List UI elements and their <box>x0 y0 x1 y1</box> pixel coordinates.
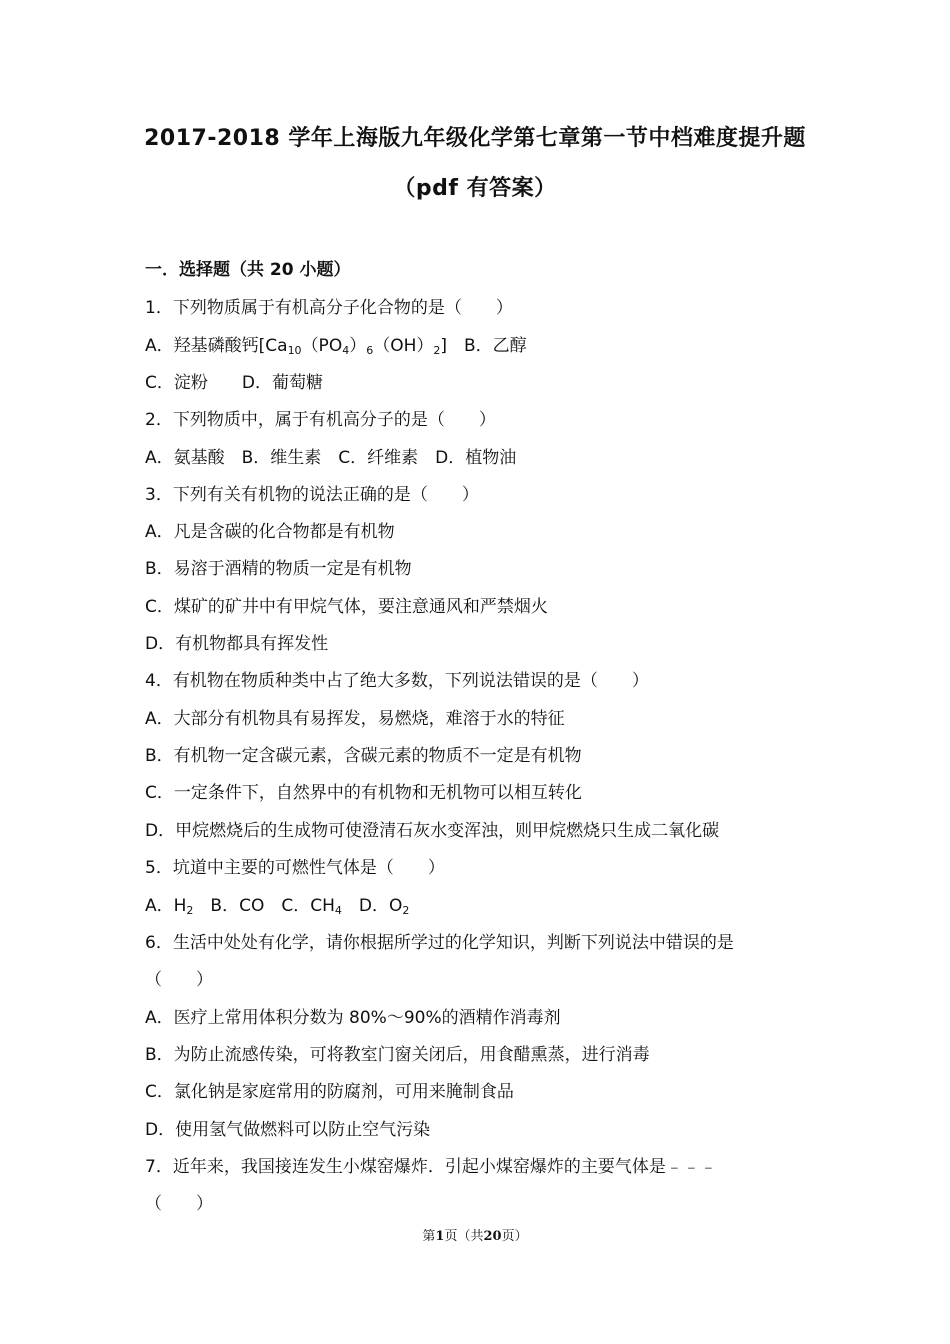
question-6-option-b: B．为防止流感传染，可将教室门窗关闭后，用食醋熏蒸，进行消毒 <box>145 1045 650 1065</box>
q5-option-d-text: D．O <box>341 896 403 916</box>
footer-prefix: 第 <box>422 1229 436 1244</box>
question-7-stem-line-2: （ ） <box>145 1194 213 1214</box>
document-title-line-1: 2017-2018 学年上海版九年级化学第七章第一节中档难度提升题 <box>144 126 806 151</box>
section-heading: 一．选择题（共 20 小题） <box>145 260 351 280</box>
question-3-stem: 3．下列有关有机物的说法正确的是（ ） <box>145 485 479 505</box>
question-3-option-c: C．煤矿的矿井中有甲烷气体，要注意通风和严禁烟火 <box>145 597 548 617</box>
question-4-option-b: B．有机物一定含碳元素，含碳元素的物质不一定是有机物 <box>145 746 582 766</box>
question-3-option-a: A．凡是含碳的化合物都是有机物 <box>145 522 395 542</box>
document-title-line-2: （pdf 有答案） <box>393 176 557 201</box>
question-7-stem-line-1: 7．近年来，我国接连发生小煤窑爆炸．引起小煤窑爆炸的主要气体是﹣﹣﹣ <box>145 1157 717 1177</box>
q5-subscript: 2 <box>186 904 194 917</box>
q1-option-a-text: ） <box>349 336 367 356</box>
question-6-stem-line-2: （ ） <box>145 970 213 990</box>
q1-subscript: 2 <box>433 344 441 357</box>
question-1-stem: 1．下列物质属于有机高分子化合物的是（ ） <box>145 298 513 318</box>
q1-subscript: 10 <box>287 344 302 357</box>
question-4-option-a: A．大部分有机物具有易挥发，易燃烧，难溶于水的特征 <box>145 709 565 729</box>
footer-page-number: 1 <box>435 1229 445 1244</box>
question-6-option-c: C．氯化钠是家庭常用的防腐剂，可用来腌制食品 <box>145 1082 514 1102</box>
q5-subscript: 4 <box>334 904 342 917</box>
question-6-option-d: D．使用氢气做燃料可以防止空气污染 <box>145 1120 431 1140</box>
question-6-stem-line-1: 6．生活中处处有化学，请你根据所学过的化学知识，判断下列说法中错误的是 <box>145 933 734 953</box>
question-5-options <box>145 894 409 918</box>
q1-subscript: 4 <box>342 344 350 357</box>
q1-option-b-text: ] B．乙醇 <box>440 336 527 356</box>
question-2-options: A．氨基酸 B．维生素 C．纤维素 D．植物油 <box>145 448 517 468</box>
question-2-stem: 2．下列物质中，属于有机高分子的是（ ） <box>145 410 496 430</box>
q1-subscript: 6 <box>366 344 374 357</box>
q5-subscript: 2 <box>402 904 410 917</box>
question-4-option-d: D．甲烷燃烧后的生成物可使澄清石灰水变浑浊，则甲烷燃烧只生成二氧化碳 <box>145 821 720 841</box>
footer-total-pages: 20 <box>483 1229 502 1244</box>
page-footer <box>0 1228 950 1246</box>
q5-option-a-text: A．H <box>145 896 187 916</box>
question-1-options-cd: C．淀粉 D．葡萄糖 <box>145 373 323 393</box>
q1-option-a-text: （OH） <box>373 336 434 356</box>
question-5-stem: 5．坑道中主要的可燃性气体是（ ） <box>145 858 445 878</box>
question-4-option-c: C．一定条件下，自然界中的有机物和无机物可以相互转化 <box>145 783 582 803</box>
q5-option-bc-text: B．CO C．CH <box>193 896 335 916</box>
question-4-stem: 4．有机物在物质种类中占了绝大多数，下列说法错误的是（ ） <box>145 671 649 691</box>
question-1-options-ab <box>145 334 527 358</box>
question-6-option-a: A．医疗上常用体积分数为 80%～90%的酒精作消毒剂 <box>145 1008 561 1028</box>
question-3-option-b: B．易溶于酒精的物质一定是有机物 <box>145 559 412 579</box>
footer-middle: 页（共 <box>444 1229 484 1244</box>
footer-suffix: 页） <box>501 1229 528 1244</box>
q1-option-a-text: A．羟基磷酸钙[Ca <box>145 336 288 356</box>
question-3-option-d: D．有机物都具有挥发性 <box>145 634 329 654</box>
q1-option-a-text: （PO <box>301 336 343 356</box>
